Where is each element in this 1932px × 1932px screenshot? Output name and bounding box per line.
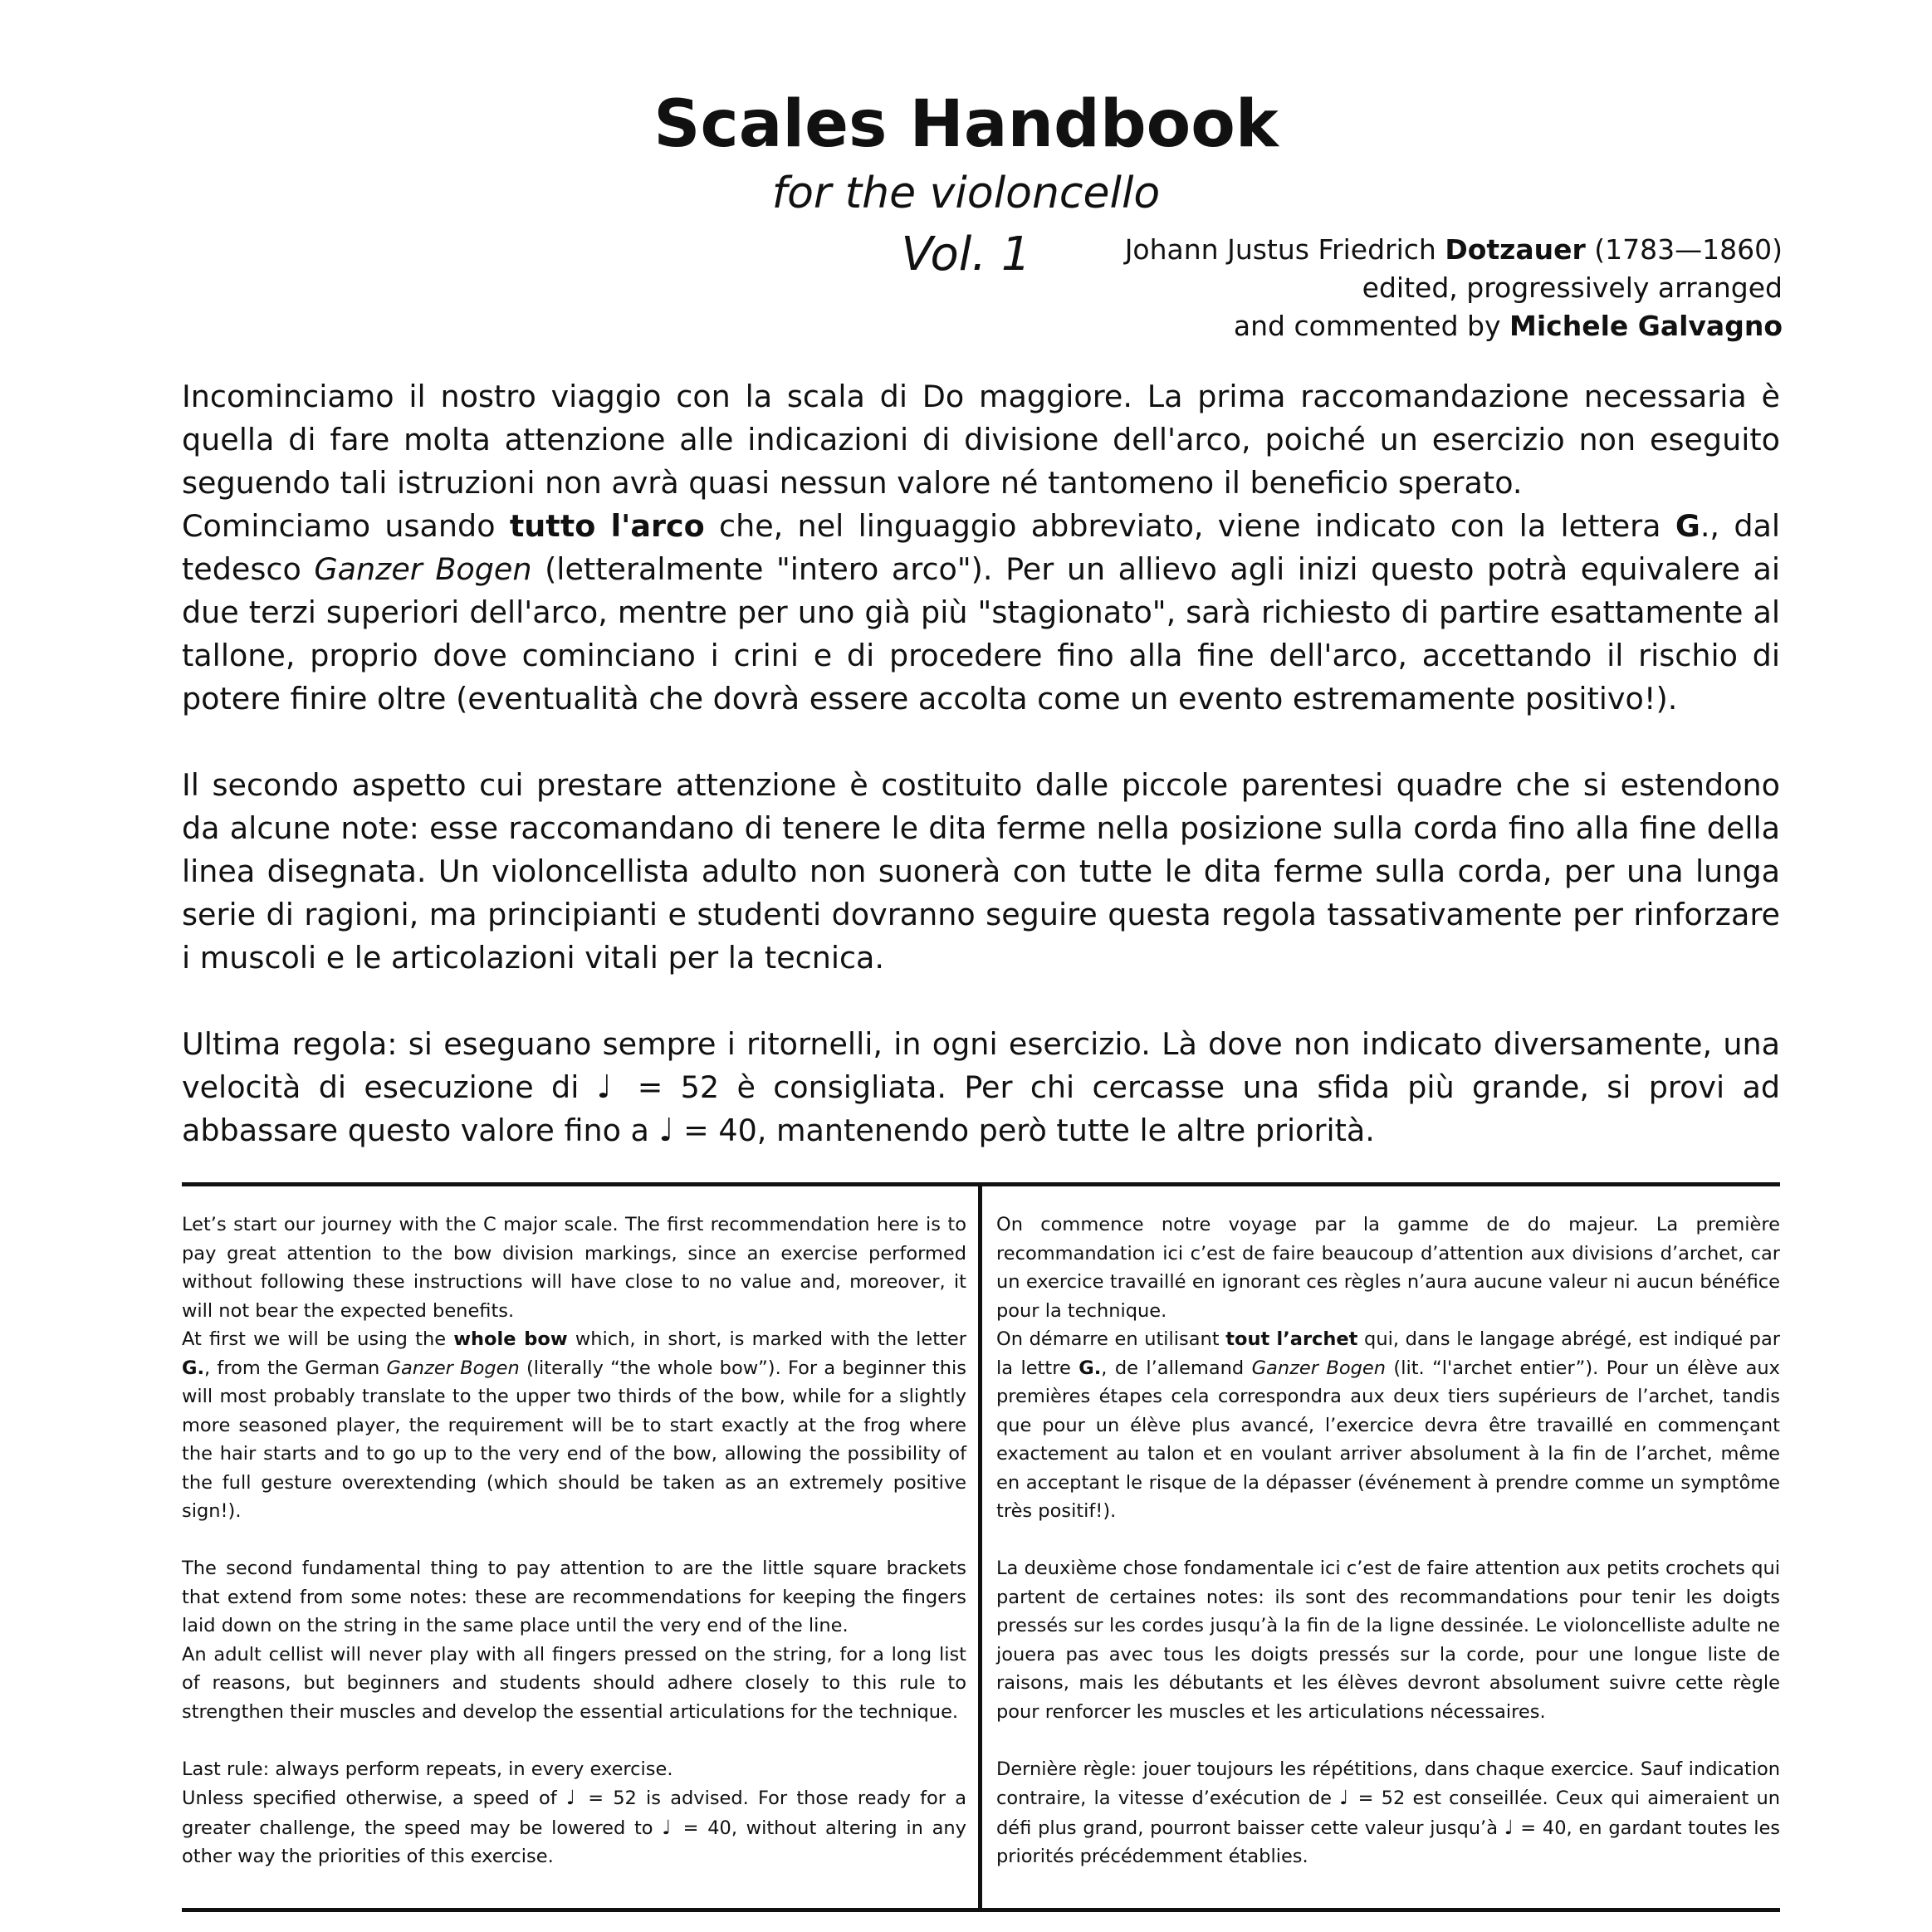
credits-line-3: and commented by Michele Galvagno bbox=[1233, 310, 1783, 342]
quarter-note-icon: ♩ bbox=[1504, 1815, 1514, 1839]
italian-paragraph-4: Ultima regola: si eseguano sempre i ritornelli, in ogni esercizio. Là dove non indicato diversamente, una velocità di esecuzione di ♩ = 52 è consigliata. Per chi cercasse una sfida più grande, si provi ad abbassare questo valore fino a ♩ = 40, mantenendo però tutte le altre priorità. bbox=[182, 1026, 1781, 1149]
composer-surname: Dotzauer bbox=[1445, 233, 1586, 266]
divider-bottom bbox=[182, 1908, 1780, 1912]
italian-paragraph-3: Il secondo aspetto cui prestare attenzione è costituito dalle piccole parentesi quadre che si estendono da alcune note: esse raccomandano di tenere le dita ferme nella posizione sulla corda fino alla fine della linea disegnata. Un violoncellista adulto non suonerà con tutte le dita ferme sulla corda, per una lunga serie di ragioni, ma principianti e studenti dovranno seguire questa regola tassativamente per rinforzare i muscoli e le articolazioni vitali per la tecnica. bbox=[182, 767, 1780, 976]
page-subtitle: for the violoncello bbox=[771, 169, 1161, 218]
quarter-note-icon: ♩ bbox=[1339, 1786, 1351, 1809]
credits-line-2: edited, progressively arranged bbox=[1362, 271, 1783, 304]
italian-paragraph-2: Cominciamo usando tutto l'arco che, nel linguaggio abbreviato, viene indicato con la lettera G., dal tedesco Ganzer Bogen (letteralmente "intero arco"). Per un allievo agli inizi questo potrà equivalere ai due terzi superiori dell'arco, mentre per uno già più "stagionato", sarà richiesto di partire esattamente al tallone, proprio dove cominciano i crini e di procedere fino alla fine dell'arco, accettando il rischio di potere finire oltre (eventualità che dovrà essere accolta come un evento estremamente positivo!). bbox=[182, 508, 1781, 717]
quarter-note-icon: ♩ bbox=[596, 1069, 620, 1106]
quarter-note-icon: ♩ bbox=[662, 1815, 674, 1839]
editor-name: Michele Galvagno bbox=[1509, 310, 1783, 342]
english-paragraph-1: Let’s start our journey with the C major scale. The first recommendation here is to pay great attention to the bow division markings, since an exercise performed without following these instructions will have close to no value and, moreover, it will not bear the expected benefits. bbox=[182, 1214, 966, 1322]
english-paragraph-6: Unless specified otherwise, a speed of ♩ = 52 is advised. For those ready for a greater challenge, the speed may be lowered to ♩ = 40, without altering in any other way the priorities of this exercise. bbox=[182, 1786, 966, 1867]
credits-line-1: Johann Justus Friedrich Dotzauer (1783—1860) bbox=[1124, 233, 1783, 266]
french-column bbox=[996, 1211, 1780, 1871]
french-paragraph-3: La deuxième chose fondamentale ici c’est de faire attention aux petits crochets qui partent de certaines notes: ils sont des recommandations pour tenir les doigts pressés sur les cordes jusqu’à la fin de la ligne dessinée. Le violoncelliste adulte ne jouera pas avec tous les doigts pressés sur la corde, pour une longue liste de raisons, mais les débutants et les élèves devront absolument suivre cette règle pour renforcer les muscles et les articulations nécessaires. bbox=[996, 1558, 1780, 1723]
volume-label: Vol. 1 bbox=[901, 227, 1031, 281]
credits-block bbox=[1125, 231, 1783, 345]
page-title: Scales Handbook bbox=[653, 87, 1279, 162]
english-column bbox=[182, 1211, 966, 1871]
english-paragraph-3: The second fundamental thing to pay attention to are the little square brackets that extend from some notes: these are recommendations for keeping the fingers laid down on the string in the same place until the very end of the line. bbox=[182, 1558, 966, 1636]
english-paragraph-5: Last rule: always perform repeats, in every exercise. bbox=[182, 1758, 673, 1780]
divider-vertical bbox=[978, 1184, 982, 1910]
english-paragraph-2: At first we will be using the whole bow which, in short, is marked with the letter G., from the German Ganzer Bogen (literally “the whole bow”). For a beginner this will most probably translate to the upper two thirds of the bow, while for a slightly more seasoned player, the requirement will be to start exactly at the frog where the hair starts and to go up to the very end of the bow, allowing the possibility of the full gesture overextending (which should be taken as an extremely positive sign!). bbox=[182, 1328, 966, 1522]
english-paragraph-4: An adult cellist will never play with all fingers pressed on the string, for a long list of reasons, but beginners and students should adhere closely to this rule to strengthen their muscles and develop the essential articulations for the technique. bbox=[182, 1643, 966, 1723]
quarter-note-icon: ♩ bbox=[658, 1112, 674, 1149]
french-paragraph-2: On démarre en utilisant tout l’archet qui, dans le langage abrégé, est indiqué par la lettre G., de l’allemand Ganzer Bogen (lit. “l'archet entier”). Pour un élève aux premières étapes cela correspondra aux deux tiers supérieurs de l’archet, tandis que pour un élève plus avancé, l’exercice devra être travaillé en commençant exactement au talon et en voulant arriver absolument à la fin de l’archet, même en acceptant le risque de la dépasser (événement à prendre comme un symptôme très positif!). bbox=[996, 1328, 1780, 1522]
french-paragraph-4: Dernière règle: jouer toujours les répétitions, dans chaque exercice. Sauf indication contraire, la vitesse d’exécution de ♩ = 52 est conseillée. Ceux qui aimeraient un défi plus grand, pourront baisser cette valeur jusqu’à ♩ = 40, en gardant toutes les priorités précédemment établies. bbox=[996, 1758, 1781, 1867]
french-paragraph-1: On commence notre voyage par la gamme de do majeur. La première recommandation ici c’est de faire beaucoup d’attention aux divisions d’archet, car un exercice travaillé en ignorant ces règles n’aura aucune valeur ni aucun bénéfice pour la technique. bbox=[996, 1214, 1780, 1322]
italian-text bbox=[182, 375, 1780, 1152]
italian-paragraph-1: Incominciamo il nostro viaggio con la scala di Do maggiore. La prima raccomandazione necessaria è quella di fare molta attenzione alle indicazioni di divisione dell'arco, poiché un esercizio non eseguito seguendo tali istruzioni non avrà quasi nessun valore né tantomeno il beneficio sperato. bbox=[182, 379, 1780, 501]
quarter-note-icon: ♩ bbox=[565, 1786, 580, 1809]
